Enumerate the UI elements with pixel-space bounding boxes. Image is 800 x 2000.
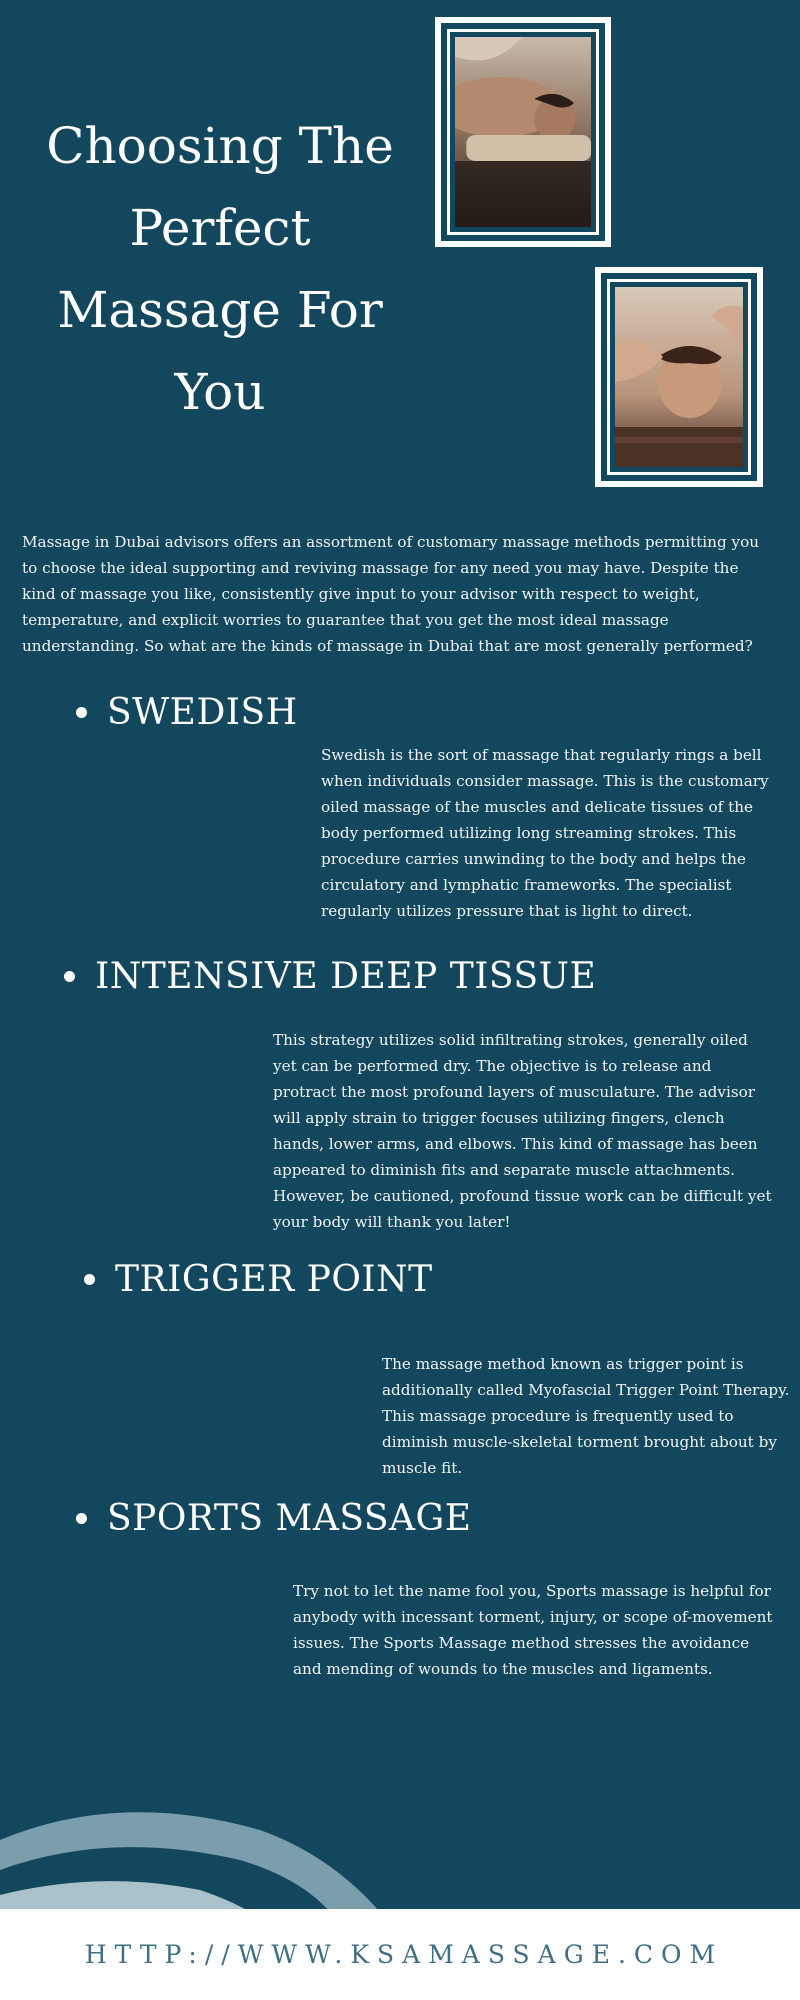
section-text-sports-massage: Try not to let the name fool you, Sports massage is helpful for anybody with incessant torment, injury, or scope of-movement issues. The Sports Massage method stresses the avoidance and mending of wounds to the muscles and ligaments. bbox=[293, 1582, 773, 1678]
section-heading-text: SWEDISH bbox=[107, 692, 298, 733]
photo-frame-back-massage bbox=[435, 17, 611, 247]
massage-back-photo bbox=[455, 37, 591, 227]
bullet-icon bbox=[76, 1513, 87, 1524]
section-heading-sports-massage bbox=[76, 1498, 472, 1539]
photo-frame-shoulder-massage bbox=[595, 267, 763, 487]
section-text-swedish: Swedish is the sort of massage that regularly rings a bell when individuals consider massage. This is the customary oiled massage of the muscles and delicate tissues of the body performed utilizing long streaming strokes. This procedure carries unwinding to the body and helps the circulatory and lymphatic frameworks. The specialist regularly utilizes pressure that is light to direct. bbox=[321, 746, 769, 920]
decorative-waves bbox=[0, 1800, 800, 1912]
section-text-deep-tissue: This strategy utilizes solid infiltrating strokes, generally oiled yet can be performed dry. The objective is to release and protract the most profound layers of musculature. The advisor will apply strain to trigger focuses utilizing fingers, clench hands, lower arms, and elbows. This kind of massage has been appeared to diminish fits and separate muscle attachments. However, be cautioned, profound tissue work can be difficult yet your body will thank you later! bbox=[273, 1031, 772, 1231]
section-heading-trigger-point bbox=[84, 1259, 433, 1300]
page-title: Choosing The Perfect Massage For You bbox=[46, 117, 394, 421]
massage-shoulder-photo bbox=[615, 287, 743, 467]
bullet-icon bbox=[76, 707, 87, 718]
section-heading-text: TRIGGER POINT bbox=[115, 1259, 433, 1300]
section-heading-text: INTENSIVE DEEP TISSUE bbox=[95, 956, 597, 997]
intro-paragraph: Massage in Dubai advisors offers an assortment of customary massage methods permitting you to choose the ideal supporting and reviving massage for any need you may have. Despite the kind of massage you like, consistently give input to your advisor with respect to weight, temperature, and explicit worries to guarantee that you get the most ideal massage understanding. So what are the kinds of massage in Dubai that are most generally performed? bbox=[22, 533, 759, 655]
website-link[interactable]: HTTP://WWW.KSAMASSAGE.COM bbox=[84, 1940, 724, 1969]
footer bbox=[0, 1909, 800, 2000]
section-heading-swedish bbox=[76, 692, 298, 733]
bullet-icon bbox=[64, 971, 75, 982]
section-text-trigger-point: The massage method known as trigger point is additionally called Myofascial Trigger Point Therapy. This massage procedure is frequently used to diminish muscle-skeletal torment brought about by muscle fit. bbox=[382, 1355, 790, 1477]
section-heading-deep-tissue bbox=[64, 956, 596, 997]
section-heading-text: SPORTS MASSAGE bbox=[107, 1498, 472, 1539]
bullet-icon bbox=[84, 1274, 95, 1285]
